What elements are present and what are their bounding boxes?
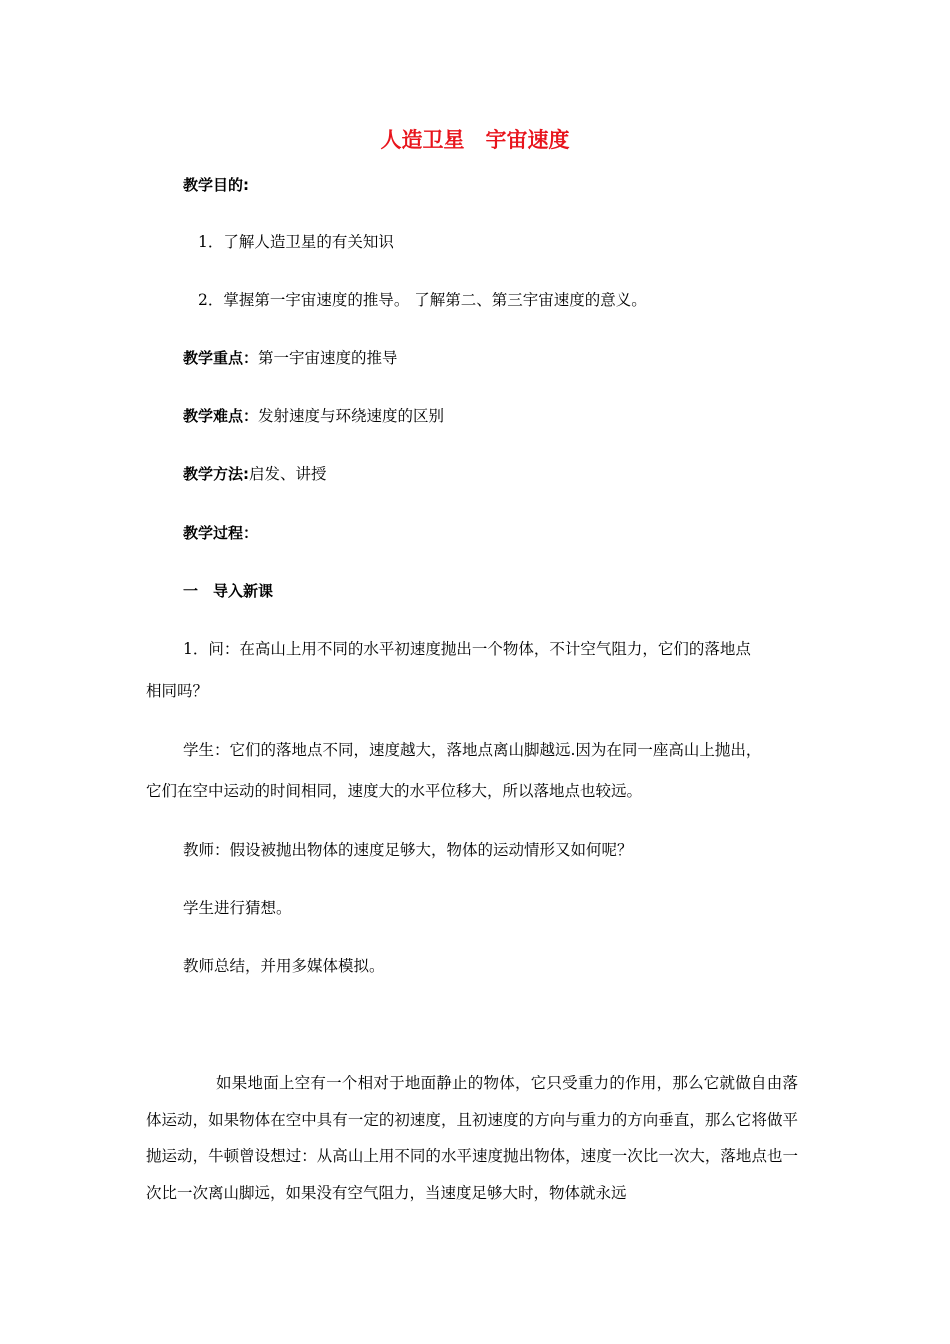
key-point [183,348,398,368]
student-answer-line-1: 学生：它们的落地点不同，速度越大，落地点离山脚越远.因为在同一座高山上抛出， [183,741,762,759]
objectives-heading: 教学目的: [183,176,249,194]
teacher-question: 教师：假设被抛出物体的速度足够大，物体的运动情形又如何呢？ [183,841,633,859]
student-answer-line-2: 它们在空中运动的时间相同，速度大的水平位移大，所以落地点也较远。 [146,782,643,800]
method-text: 启发、讲授 [249,465,327,483]
difficulty [183,406,444,426]
key-point-label: 教学重点： [183,349,259,367]
objective-item-1: 1．了解人造卫星的有关知识 [198,233,394,251]
method-label: 教学方法: [183,465,249,483]
question-line-1: 1．问：在高山上用不同的水平初速度抛出一个物体，不计空气阻力，它们的落地点 [183,640,751,658]
student-guess: 学生进行猜想。 [183,899,292,917]
key-point-text: 第一宇宙速度的推导 [258,349,398,367]
section-heading-intro: 一 导入新课 [183,582,274,600]
method [183,464,327,484]
body-paragraph: 如果地面上空有一个相对于地面静止的物体，它只受重力的作用，那么它就做自由落体运动，如果物体在空中具有一定的初速度，且初速度的方向与重力的方向垂直，那么它将做平抛运动，牛顿曾设想过：从高山上用不同的水平速度抛出物体，速度一次比一次大，落地点也一次比一次离山脚远，如果没有空气阻力，当速度足够大时，物体就永远 [146,1074,798,1202]
teacher-summary: 教师总结，并用多媒体模拟。 [183,957,385,975]
document-title: 人造卫星 宇宙速度 [380,128,570,152]
difficulty-text: 发射速度与环绕速度的区别 [258,407,445,425]
objective-item-2: 2．掌握第一宇宙速度的推导。 了解第二、第三宇宙速度的意义。 [198,291,647,309]
difficulty-label: 教学难点： [183,407,259,425]
question-line-2: 相同吗？ [146,682,209,700]
process-heading: 教学过程： [183,524,259,542]
